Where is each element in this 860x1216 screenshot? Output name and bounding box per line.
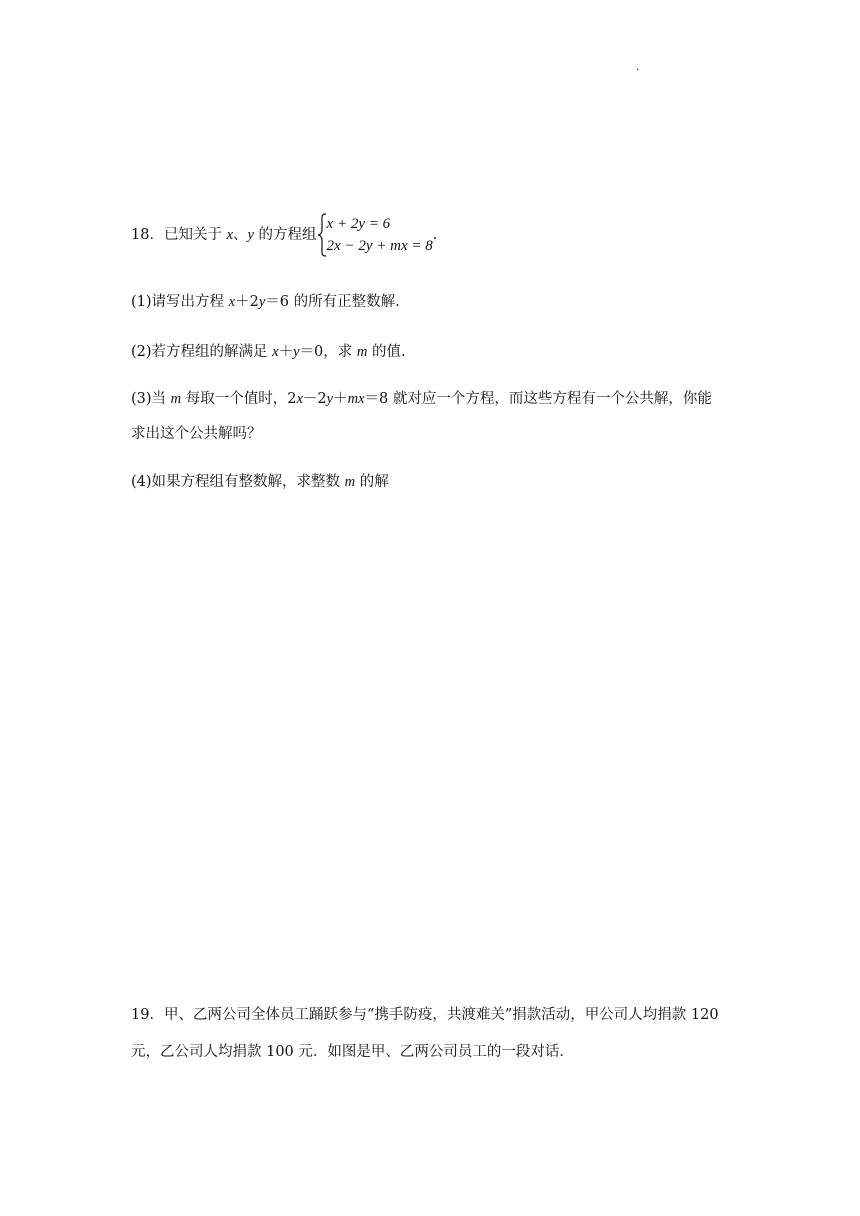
q18-var-x: x — [226, 227, 233, 243]
left-brace-icon — [317, 213, 327, 257]
q18-part-4 — [131, 470, 389, 491]
text: ＋2 — [235, 294, 259, 310]
text: 的值. — [367, 344, 406, 360]
q18-part-2 — [131, 340, 406, 361]
q18-var-y: y — [247, 227, 254, 243]
q18-intro-1: 已知关于 — [163, 227, 227, 243]
text: 的解 — [355, 474, 389, 490]
q18-number: 18． — [131, 227, 164, 243]
var: y — [326, 391, 334, 407]
var: x — [272, 344, 279, 360]
var: y — [258, 294, 266, 310]
q18-intro-2: 的方程组 — [253, 227, 317, 243]
text: (4)如果方程组有整数解，求整数 — [131, 474, 345, 490]
var: m — [356, 344, 368, 360]
equation-system — [327, 213, 433, 257]
q18-sep: 、 — [233, 227, 248, 243]
q18-part-3 — [131, 387, 712, 408]
text: (1)请写出方程 — [131, 294, 229, 310]
equation-1: x + 2y = 6 — [326, 216, 391, 232]
text: ＝0，求 — [299, 344, 357, 360]
text: －2 — [302, 391, 327, 407]
q19-line-1: 19．甲、乙两公司全体员工踊跃参与“携手防疫，共渡难关”捐款活动，甲公司人均捐款 120 — [131, 1007, 719, 1023]
text: ＝8 就对应一个方程，而这些方程有一个公共解，你能 — [364, 391, 712, 407]
text: (3)当 — [131, 391, 171, 407]
var: m — [344, 474, 356, 490]
text: ＋ — [333, 391, 348, 407]
text: ＝6 的所有正整数解. — [265, 294, 400, 310]
equation-2: 2x − 2y + mx = 8 — [326, 238, 433, 254]
text: ＋ — [278, 344, 294, 360]
var: x — [228, 294, 236, 310]
q18-part-3-line-2: 求出这个公共解吗？ — [131, 426, 262, 442]
text: 每取一个值时，2 — [181, 391, 297, 407]
var: x — [296, 391, 303, 407]
header-dot: . — [636, 62, 640, 73]
q18-end: . — [432, 227, 438, 243]
q18-stem — [131, 213, 437, 257]
q18-part-1 — [131, 290, 400, 311]
text: (2)若方程组的解满足 — [131, 344, 273, 360]
var: m — [170, 391, 182, 407]
var: y — [293, 344, 300, 360]
q19-line-2: 元，乙公司人均捐款 100 元．如图是甲、乙两公司员工的一段对话． — [131, 1044, 574, 1060]
var: mx — [347, 391, 365, 407]
